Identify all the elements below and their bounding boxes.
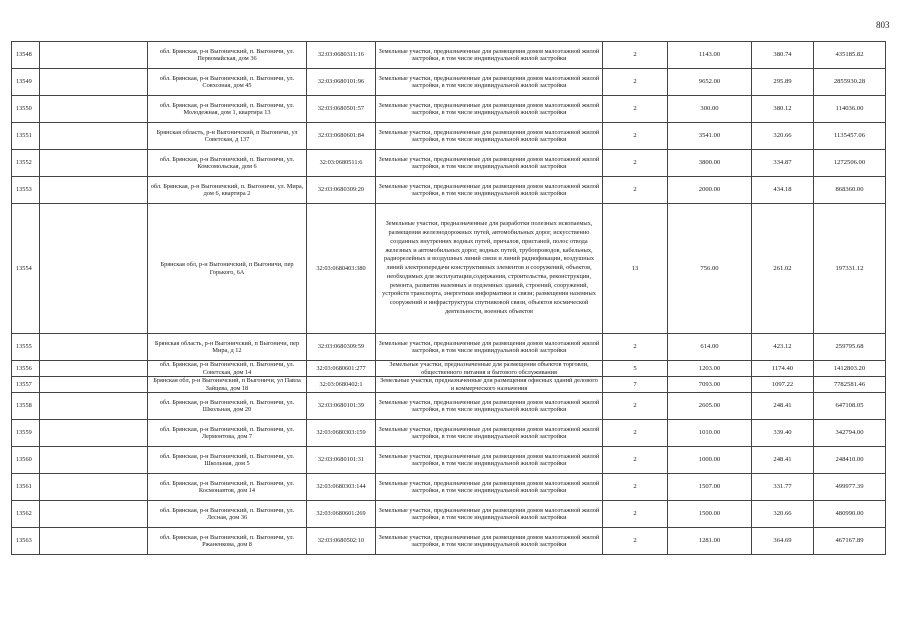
table-row (12, 42, 886, 69)
table-row (12, 177, 886, 204)
table-row (12, 420, 886, 447)
address: Брянская обл, р-н Выгоничский, п Выгоничи, ул Павла Зайцева, дом 18 (148, 377, 307, 393)
land-use-purpose: Земельные участки, предназначенные для размещения домов малоэтажной жилой застройки, в том числе индивидуальной жилой застройки (376, 447, 603, 474)
table-row (12, 528, 886, 555)
address: обл. Брянская, р-н Выгоничский, п. Выгоничи, ул. Лермонтова, дом 7 (148, 420, 307, 447)
land-area: 1203.00 (668, 361, 752, 377)
cadastral-value: 7782581.46 (814, 377, 886, 393)
table-row (12, 361, 886, 377)
address: обл. Брянская, р-н Выгоничский, п. Выгоничи, ул. Комсомольская, дом 6 (148, 150, 307, 177)
record-id: 13554 (12, 204, 40, 334)
land-registry-table (11, 41, 886, 555)
blank-cell (40, 177, 148, 204)
use-group: 2 (603, 474, 668, 501)
blank-cell (40, 96, 148, 123)
use-group: 2 (603, 528, 668, 555)
land-use-purpose: Земельные участки, предназначенные для размещения домов малоэтажной жилой застройки, в том числе индивидуальной жилой застройки (376, 96, 603, 123)
use-group: 2 (603, 420, 668, 447)
specific-value: 380.74 (752, 42, 814, 69)
table-row (12, 377, 886, 393)
record-id: 13548 (12, 42, 40, 69)
blank-cell (40, 420, 148, 447)
table-row (12, 393, 886, 420)
specific-value: 320.66 (752, 123, 814, 150)
use-group: 2 (603, 96, 668, 123)
record-id: 13562 (12, 501, 40, 528)
cadastral-number: 32:03:0680511:6 (307, 150, 376, 177)
address: обл. Брянская, р-н Выгоничский, п. Выгоничи, ул. Советская, дом 14 (148, 361, 307, 377)
record-id: 13551 (12, 123, 40, 150)
table-row (12, 474, 886, 501)
cadastral-value: 499977.39 (814, 474, 886, 501)
blank-cell (40, 204, 148, 334)
use-group: 5 (603, 361, 668, 377)
blank-cell (40, 361, 148, 377)
specific-value: 1097.22 (752, 377, 814, 393)
land-area: 2605.00 (668, 393, 752, 420)
specific-value: 248.41 (752, 393, 814, 420)
use-group: 2 (603, 123, 668, 150)
land-use-purpose: Земельные участки, предназначенные для размещения домов малоэтажной жилой застройки, в том числе индивидуальной жилой застройки (376, 177, 603, 204)
cadastral-number: 32:03:0680601:84 (307, 123, 376, 150)
specific-value: 380.12 (752, 96, 814, 123)
cadastral-value: 435185.82 (814, 42, 886, 69)
land-area: 2000.00 (668, 177, 752, 204)
specific-value: 261.02 (752, 204, 814, 334)
land-use-purpose: Земельные участки, предназначенные для размещения домов малоэтажной жилой застройки, в том числе индивидуальной жилой застройки (376, 123, 603, 150)
blank-cell (40, 528, 148, 555)
land-area: 1500.00 (668, 501, 752, 528)
use-group: 2 (603, 393, 668, 420)
land-use-purpose: Земельные участки, предназначенные для размещения домов малоэтажной жилой застройки, в том числе индивидуальной жилой застройки (376, 69, 603, 96)
cadastral-value: 248410.00 (814, 447, 886, 474)
record-id: 13556 (12, 361, 40, 377)
registry-body (12, 42, 886, 555)
address: обл. Брянская, р-н Выгоничский, п. Выгоничи, ул. Лесная, дом 36 (148, 501, 307, 528)
land-use-purpose: Земельные участки, предназначенные для размещения домов малоэтажной жилой застройки, в том числе индивидуальной жилой застройки (376, 42, 603, 69)
cadastral-number: 32:03:0680403:380 (307, 204, 376, 334)
blank-cell (40, 377, 148, 393)
record-id: 13563 (12, 528, 40, 555)
land-use-purpose: Земельные участки, предназначенные для размещения домов малоэтажной жилой застройки, в том числе индивидуальной жилой застройки (376, 501, 603, 528)
address: обл. Брянская, р-н Выгоничский, п. Выгоничи, ул. Космонавтов, дом 14 (148, 474, 307, 501)
address: Брянская обл, р-н Выгоничский, п Выгоничи, пер Горького, 6А (148, 204, 307, 334)
cadastral-value: 868360.00 (814, 177, 886, 204)
table-row (12, 447, 886, 474)
record-id: 13559 (12, 420, 40, 447)
land-area: 614.00 (668, 334, 752, 361)
cadastral-value: 467167.89 (814, 528, 886, 555)
use-group: 13 (603, 204, 668, 334)
address: обл. Брянская, р-н Выгоничский, п. Выгоничи, ул. Первомайская, дом 36 (148, 42, 307, 69)
blank-cell (40, 334, 148, 361)
cadastral-number: 32:03:0680309:20 (307, 177, 376, 204)
table-row (12, 123, 886, 150)
blank-cell (40, 447, 148, 474)
specific-value: 339.40 (752, 420, 814, 447)
land-use-purpose: Земельные участки, предназначенные для размещения объектов торговли, общественного питания и бытового обслуживания (376, 361, 603, 377)
address: обл. Брянская, р-н Выгоничский, п. Выгоничи, ул. Мира, дом 6, квартира 2 (148, 177, 307, 204)
blank-cell (40, 393, 148, 420)
specific-value: 320.66 (752, 501, 814, 528)
land-use-purpose: Земельные участки, предназначенные для размещения офисных зданий делового и коммерческого назначения (376, 377, 603, 393)
cadastral-number: 32:03:0680501:57 (307, 96, 376, 123)
land-use-purpose: Земельные участки, предназначенные для размещения домов малоэтажной жилой застройки, в том числе индивидуальной жилой застройки (376, 528, 603, 555)
cadastral-number: 32:03:0680303:144 (307, 474, 376, 501)
record-id: 13560 (12, 447, 40, 474)
specific-value: 1174.40 (752, 361, 814, 377)
land-use-purpose: Земельные участки, предназначенные для размещения домов малоэтажной жилой застройки, в том числе индивидуальной жилой застройки (376, 393, 603, 420)
cadastral-value: 1412803.20 (814, 361, 886, 377)
use-group: 2 (603, 69, 668, 96)
land-area: 300.00 (668, 96, 752, 123)
blank-cell (40, 123, 148, 150)
blank-cell (40, 69, 148, 96)
address: Брянская область, р-н Выгоничский, п Выгоничи, пер Мира, д 12 (148, 334, 307, 361)
blank-cell (40, 474, 148, 501)
table-row (12, 69, 886, 96)
land-area: 1143.00 (668, 42, 752, 69)
land-use-purpose: Земельные участки, предназначенные для размещения домов малоэтажной жилой застройки, в том числе индивидуальной жилой застройки (376, 150, 603, 177)
address: обл. Брянская, р-н Выгоничский, п. Выгоничи, ул. Молодежная, дом 1, квартира 13 (148, 96, 307, 123)
land-area: 3541.00 (668, 123, 752, 150)
cadastral-value: 197331.12 (814, 204, 886, 334)
land-area: 1010.00 (668, 420, 752, 447)
land-use-purpose: Земельные участки, предназначенные для размещения домов малоэтажной жилой застройки, в том числе индивидуальной жилой застройки (376, 474, 603, 501)
use-group: 2 (603, 334, 668, 361)
specific-value: 248.41 (752, 447, 814, 474)
land-use-purpose: Земельные участки, предназначенные для разработки полезных ископаемых, размещения железнодорожных путей, автомобильных дорог, искусственно созданных внутренних водных путей, причалов, пристаней, полос отвода железных и автомобильных дорог, водных путей, трубопроводов, кабельных, радиорелейных и воздушных линий связи и линий радиофикации, воздушных линий электропередачи конструктивных элементов и сооружений, объектов, необходимых для эксплуатации,содержания, строительства, реконструкции, ремонта, развития наземных и подземных зданий, строений, сооружений, устройств транспорта, энергетики информатики и связи; размещения наземных сооружений и инфраструктуры спутниковой связи, объектов космической деятельности, военных объектов (376, 204, 603, 334)
address: обл. Брянская, р-н Выгоничский, п. Выгоничи, ул. Школьная, дом 5 (148, 447, 307, 474)
specific-value: 364.69 (752, 528, 814, 555)
blank-cell (40, 42, 148, 69)
cadastral-value: 1135457.06 (814, 123, 886, 150)
cadastral-value: 2855930.28 (814, 69, 886, 96)
specific-value: 423.12 (752, 334, 814, 361)
record-id: 13549 (12, 69, 40, 96)
land-use-purpose: Земельные участки, предназначенные для размещения домов малоэтажной жилой застройки, в том числе индивидуальной жилой застройки (376, 420, 603, 447)
blank-cell (40, 150, 148, 177)
specific-value: 334.87 (752, 150, 814, 177)
table-row (12, 501, 886, 528)
page-number: 803 (876, 20, 890, 30)
use-group: 2 (603, 501, 668, 528)
cadastral-number: 32:03:0680311:16 (307, 42, 376, 69)
address: обл. Брянская, р-н Выгоничский, п. Выгоничи, ул. Ржаненкова, дом 8 (148, 528, 307, 555)
specific-value: 434.18 (752, 177, 814, 204)
land-area: 1281.00 (668, 528, 752, 555)
use-group: 2 (603, 150, 668, 177)
land-area: 9652.00 (668, 69, 752, 96)
land-area: 1000.00 (668, 447, 752, 474)
land-area: 756.00 (668, 204, 752, 334)
specific-value: 295.89 (752, 69, 814, 96)
record-id: 13553 (12, 177, 40, 204)
record-id: 13555 (12, 334, 40, 361)
address: обл. Брянская, р-н Выгоничский, п. Выгоничи, ул. Школьная, дом 20 (148, 393, 307, 420)
land-area: 3800.00 (668, 150, 752, 177)
land-area: 1507.00 (668, 474, 752, 501)
use-group: 7 (603, 377, 668, 393)
land-use-purpose: Земельные участки, предназначенные для размещения домов малоэтажной жилой застройки, в том числе индивидуальной жилой застройки (376, 334, 603, 361)
record-id: 13557 (12, 377, 40, 393)
cadastral-value: 114036.00 (814, 96, 886, 123)
cadastral-number: 32:03:0680101:39 (307, 393, 376, 420)
cadastral-number: 32:03:0680101:31 (307, 447, 376, 474)
cadastral-value: 1272506.00 (814, 150, 886, 177)
cadastral-number: 32:03:0680601:269 (307, 501, 376, 528)
use-group: 2 (603, 177, 668, 204)
table-row (12, 96, 886, 123)
cadastral-value: 480990.00 (814, 501, 886, 528)
record-id: 13550 (12, 96, 40, 123)
cadastral-value: 647108.05 (814, 393, 886, 420)
record-id: 13552 (12, 150, 40, 177)
record-id: 13561 (12, 474, 40, 501)
table-row (12, 334, 886, 361)
cadastral-number: 32:03:0680601:277 (307, 361, 376, 377)
cadastral-number: 32:03:0680502:10 (307, 528, 376, 555)
use-group: 2 (603, 42, 668, 69)
cadastral-value: 259795.68 (814, 334, 886, 361)
specific-value: 331.77 (752, 474, 814, 501)
cadastral-number: 32:03:0680101:96 (307, 69, 376, 96)
address: обл. Брянская, р-н Выгоничский, п. Выгоничи, ул. Совхозная, дом 45 (148, 69, 307, 96)
cadastral-value: 342794.00 (814, 420, 886, 447)
address: Брянская область, р-н Выгоничский, п Выгоничи, ул Советская, д 137 (148, 123, 307, 150)
record-id: 13558 (12, 393, 40, 420)
use-group: 2 (603, 447, 668, 474)
cadastral-number: 32:03:0680309:59 (307, 334, 376, 361)
table-row (12, 204, 886, 334)
cadastral-number: 32:03:0680402:1 (307, 377, 376, 393)
land-area: 7093.00 (668, 377, 752, 393)
table-row (12, 150, 886, 177)
cadastral-number: 32:03:0680303:159 (307, 420, 376, 447)
blank-cell (40, 501, 148, 528)
